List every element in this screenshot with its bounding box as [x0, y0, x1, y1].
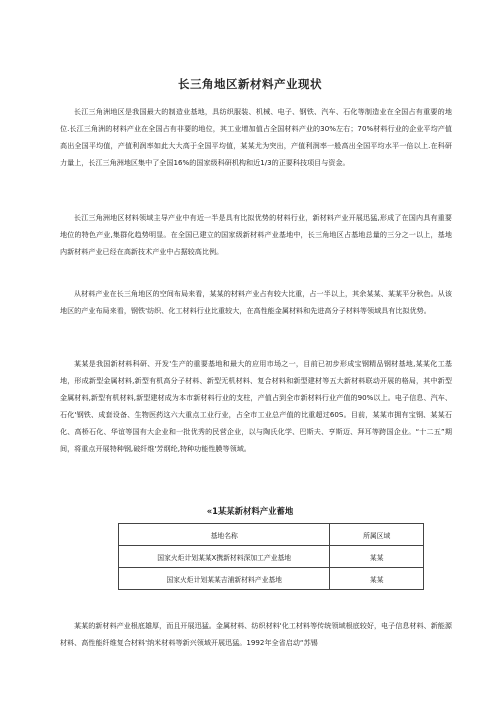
- table-cell-region: 某某: [330, 546, 424, 568]
- table-header-name: 基地名称: [119, 524, 330, 546]
- table-header-row: [119, 524, 424, 546]
- table-cell-region: 某某: [330, 568, 424, 590]
- paragraph-4: 某某是我国新材料科研、开发'生产的重要基地和最大的应用市场之一，目前已初步形成宝钢精品钢材基地,某某化工基地，形成新型金属材料,新型有机高分子材料、新型无机材料、复合材料和新型建材等五大新材料联动开展的格局，其中新型金属材料,新型有机材料,新型建材成为本市新材料行业的支柱，产值占到全市新材料行业产值的90%以上。电子信息、汽车、石化'钢铁、成套设备、生物医药这六大重点工业行业，占全市工业总产值的比重超过60S。目前，某某市拥有宝钢、某某石化、高桥石化、华谊等国有大企业和一批优秀的民营企业，以与陶氏化学、巴斯夫、亨斯迈、拜耳等跨国企业。“十二五”期间，将重点开展特种钢,破纤维'芳纲纶,特种功能性膜等领域。: [60, 359, 452, 453]
- paragraph-3: 从材料产业在长三角地区的空间布局来看，某某的材料产业占有较大比重，占一半以上，其余某某、某某平分秋色。从该地区的产业布局来看，钢铁'纺织、化工材料行业比重较大，在高性能金属材料和先进高分子材料等领域具有比拟优势。: [60, 289, 452, 315]
- table-row: [119, 568, 424, 590]
- table-caption: «1某某新材料产业蓄地: [206, 506, 294, 516]
- paragraph-5: 某某的新材料产业根底雄厚，而且开展迅猛。金属材料、纺织材料'化工材料等传统领域根底较好，电子信息材料、新能源材料、高性能纤维复合材料'纳米材料等新兴领域开展迅猛。1992年全省启动“苏锡: [60, 621, 452, 647]
- paragraph-2: 长江三角洲地区材料领域主导产业中有近一半是具有比拟优势的材料行业，新材料产业开展迅猛,形成了在国内具有重要地位的特色产业,集群化趋势明显。在全国已建立的国家级新材料产业基地中，长三角地区占基地总量的三分之一以上，基地内新材料产业已经在高新技术产业中占据较高比例。: [60, 213, 452, 256]
- table-header-region: 所属区域: [330, 524, 424, 546]
- table-cell-name: 国家火炬计划某某X携新材料深加工产业基地: [119, 546, 330, 568]
- document-title: 长三角地区新材料产业现状: [178, 77, 322, 91]
- table-row: [119, 546, 424, 568]
- paragraph-1: 长江三角洲地区是我国最大的制造业基地，具纺织服装、机械、电子、钢铁、汽车、石化等制造业在全国占有重要的地位.长江三角洲的材料产业在全国占有非要的地位，其工业增加值占全国材料产业的30%左右；70%材料行业的企业平均产值高出全国平均值，产值利润率如此大大高于全国平均值，某某尤为突出，产值利润率一般高出全国平均水平一倍以上.在科研力量上，长江三角洲地区集中了全国16%的国家级科研机构和近1/3的正要科技项目与资金。: [60, 107, 452, 167]
- table-cell-name: 国家火炬计划某某吉浦新材料产业基地: [119, 568, 330, 590]
- base-table: [118, 523, 424, 590]
